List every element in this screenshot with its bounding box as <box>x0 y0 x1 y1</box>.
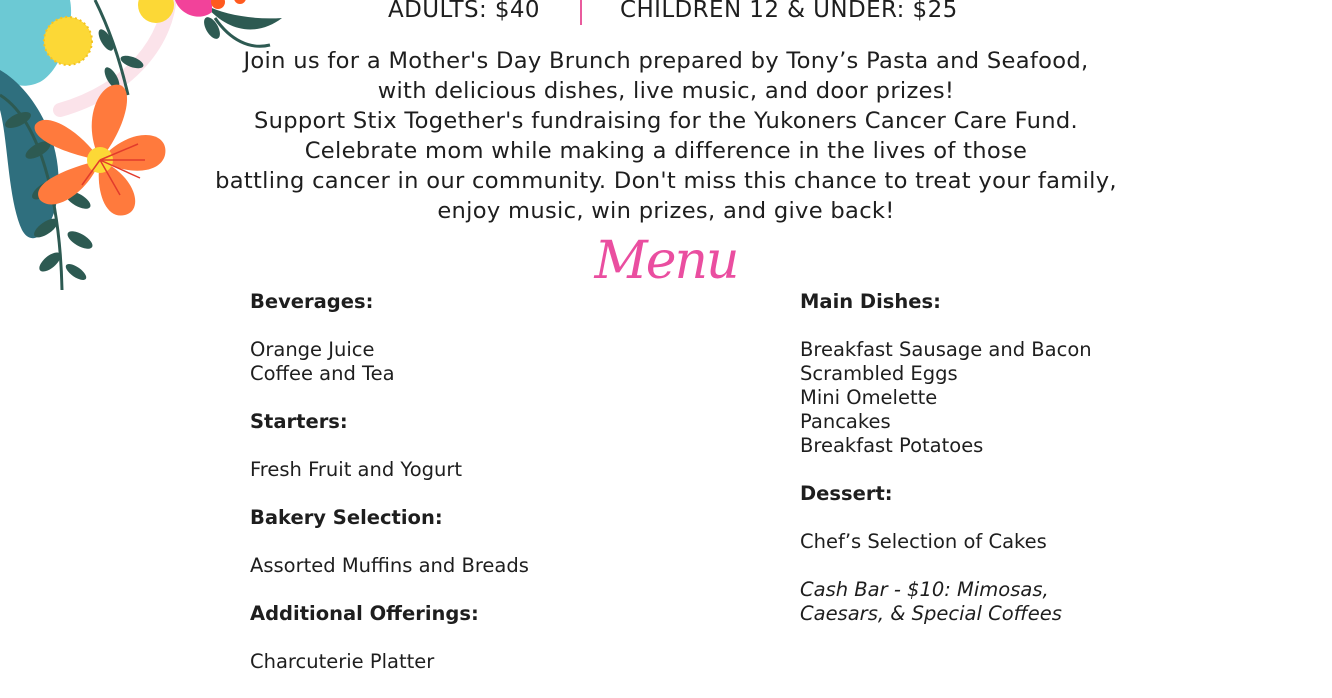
intro-paragraph <box>0 46 1332 226</box>
adult-price: ADULTS: $40 <box>388 0 540 23</box>
menu-item: Breakfast Sausage and Bacon <box>800 338 1092 361</box>
section-items-dessert <box>800 530 1092 554</box>
menu-item: Fresh Fruit and Yogurt <box>250 458 463 481</box>
section-heading-main-dishes: Main Dishes: <box>800 290 941 313</box>
menu-item: Charcuterie Platter <box>250 650 435 673</box>
section-items-starters <box>250 458 529 482</box>
intro-line: enjoy music, win prizes, and give back! <box>437 198 895 224</box>
section-heading-beverages: Beverages: <box>250 290 374 313</box>
intro-line: Support Stix Together's fundraising for the Yukoners Cancer Care Fund. <box>253 108 1079 134</box>
cash-bar-line: Caesars, & Special Coffees <box>800 602 1062 625</box>
intro-line: battling cancer in our community. Don't miss this chance to treat your family, <box>215 168 1117 194</box>
section-heading-bakery: Bakery Selection: <box>250 506 443 529</box>
price-divider <box>580 0 582 25</box>
price-row <box>0 0 1332 28</box>
menu-item: Breakfast Potatoes <box>800 434 984 457</box>
menu-item: Mini Omelette <box>800 386 938 409</box>
intro-line: Celebrate mom while making a difference in the lives of those <box>304 138 1028 164</box>
children-price: CHILDREN 12 & UNDER: $25 <box>620 0 958 23</box>
menu-item: Scrambled Eggs <box>800 362 958 385</box>
menu-item: Assorted Muffins and Breads <box>250 554 529 577</box>
cash-bar-line: Cash Bar - $10: Mimosas, <box>800 578 1049 601</box>
menu-column-left <box>250 290 529 698</box>
cash-bar-note <box>800 578 1092 626</box>
menu-title: Menu <box>594 231 738 291</box>
menu-item: Orange Juice <box>250 338 375 361</box>
menu-item: Coffee and Tea <box>250 362 395 385</box>
section-items-main-dishes <box>800 338 1092 458</box>
intro-line: Join us for a Mother's Day Brunch prepared by Tony’s Pasta and Seafood, <box>243 48 1089 74</box>
section-items-additional <box>250 650 529 674</box>
section-heading-additional: Additional Offerings: <box>250 602 479 625</box>
menu-item: Chef’s Selection of Cakes <box>800 530 1047 553</box>
menu-column-right <box>800 290 1092 626</box>
section-heading-dessert: Dessert: <box>800 482 893 505</box>
menu-item: Pancakes <box>800 410 891 433</box>
section-items-beverages <box>250 338 529 386</box>
intro-line: with delicious dishes, live music, and door prizes! <box>377 78 955 104</box>
section-items-bakery <box>250 554 529 578</box>
section-heading-starters: Starters: <box>250 410 348 433</box>
